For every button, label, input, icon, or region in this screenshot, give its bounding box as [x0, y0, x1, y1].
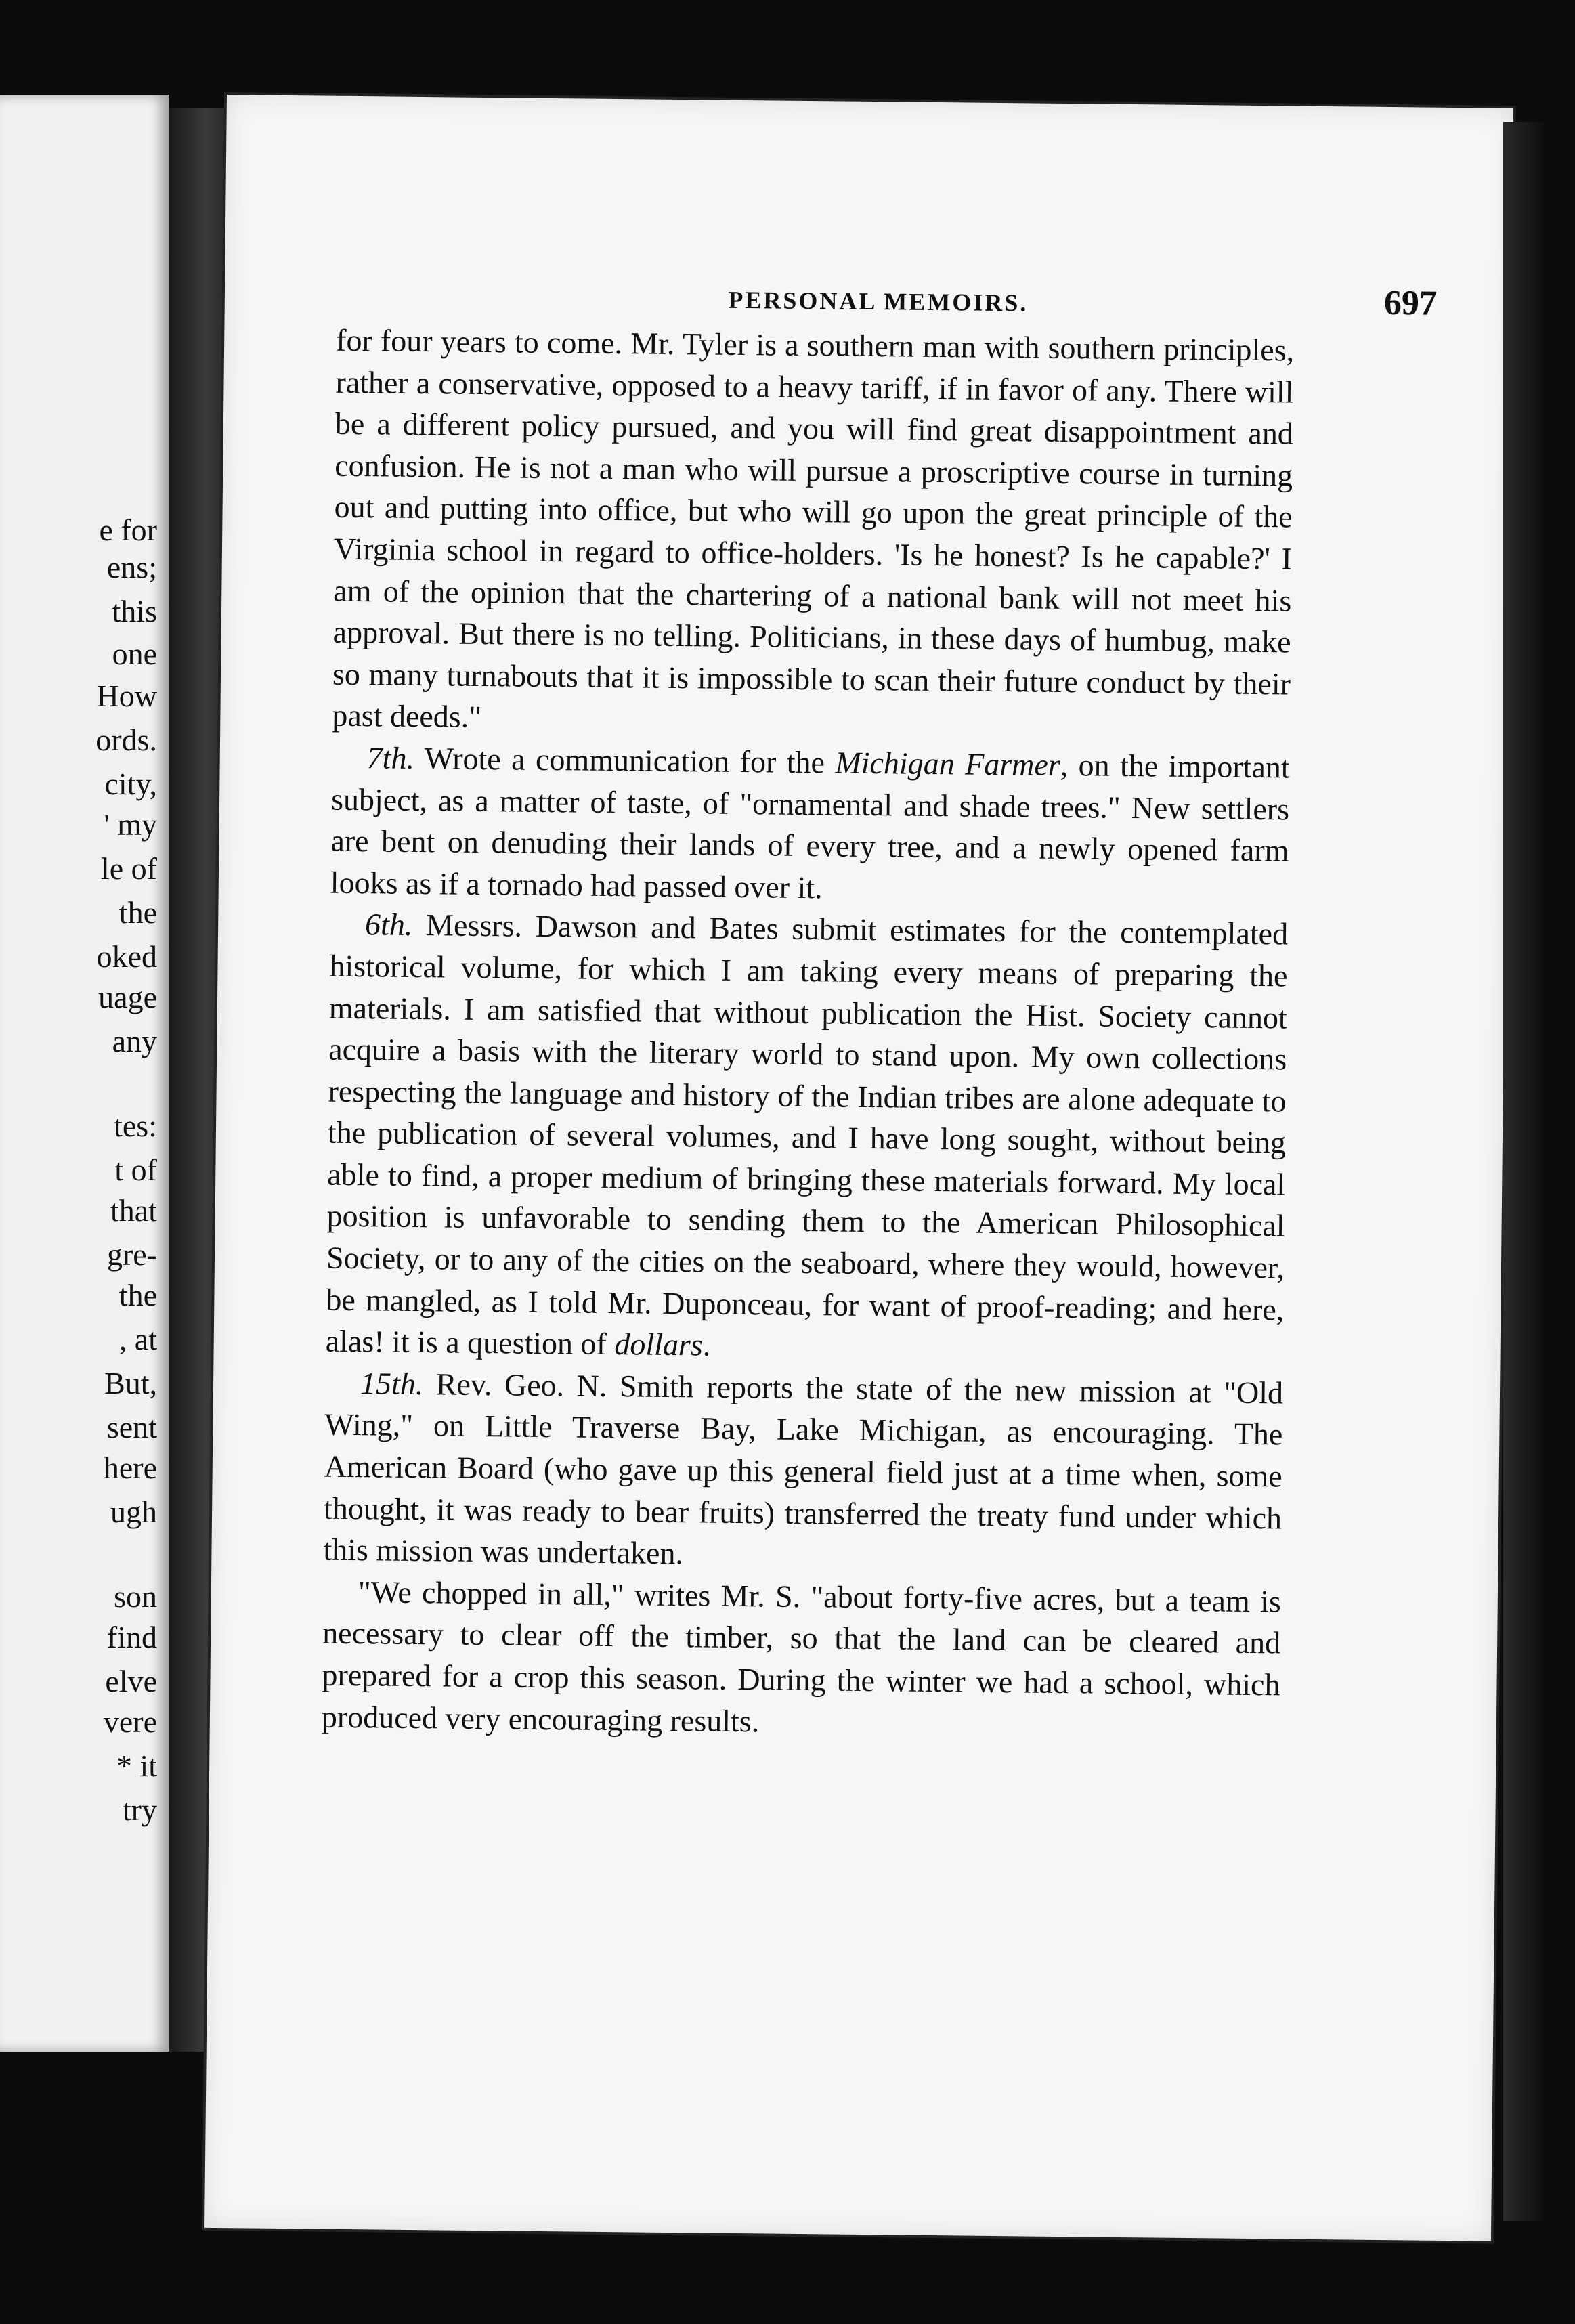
left-page-text-fragment: uage	[98, 980, 157, 1014]
left-page-text-fragment: city,	[104, 767, 157, 801]
paragraph	[332, 320, 1294, 747]
paragraph	[322, 1570, 1282, 1747]
left-page-text-fragment: vere	[103, 1704, 157, 1739]
left-page-text-fragment: son	[114, 1579, 157, 1614]
paragraph	[330, 737, 1291, 913]
entry-date: 7th.	[366, 740, 415, 775]
left-page-text-fragment: gre-	[106, 1237, 157, 1272]
text-run: for four years to come. Mr. Tyler is a southern man with southern principles, rather a conservative, opposed to a heavy tariff, if in favor of any. There will be a different policy pursued, and you will find great disappointment and confusion. He is not a man who will pursue a proscriptive course in turning out and putting into office, but who will go upon the great principle of the Virginia school in regard to office-holders. 'Is he honest? Is he capable?' I am of the opinion that the chartering of a national bank will not meet his approval. But there is no telling. Politicians, in these days of humbug, make so many turnabouts that it is impossible to scan their future conduct by their past deeds."	[332, 322, 1295, 735]
left-page-text-fragment: How	[96, 679, 157, 713]
left-page-text-fragment: , at	[118, 1322, 157, 1356]
paragraph	[325, 903, 1288, 1372]
left-facing-page	[0, 95, 169, 2052]
left-page-text-fragment: that	[110, 1193, 157, 1228]
entry-date: 6th.	[364, 907, 413, 943]
left-page-text-fragment: try	[122, 1792, 157, 1827]
left-page-text-fragment: any	[112, 1024, 157, 1058]
left-page-text-fragment: find	[106, 1620, 157, 1654]
left-page-text-fragment: ens;	[106, 550, 157, 584]
running-head: PERSONAL MEMOIRS.	[728, 286, 1029, 317]
left-page-text-fragment: t of	[114, 1153, 157, 1187]
text-run: .	[702, 1327, 711, 1362]
left-page-text-fragment: ' my	[104, 807, 157, 842]
text-run: Wrote a communication for the	[414, 740, 836, 780]
left-page-text-fragment: ugh	[110, 1494, 157, 1529]
text-run: Rev. Geo. N. Smith reports the state of the new mission at "Old Wing," on Little Traverse Bay, Lake Michigan, as encouraging. The American Board (who gave up this general field just at a time when, some thought, it was ready to bear fruits) transferred the treaty fund under which this mission was undertaken.	[323, 1366, 1284, 1571]
italic-text: dollars	[614, 1327, 704, 1362]
left-page-text-fragment: elve	[105, 1664, 157, 1698]
left-page-text-fragment: ords.	[95, 723, 157, 757]
page-number: 697	[1383, 283, 1438, 323]
paragraph	[323, 1362, 1283, 1580]
left-page-text-fragment: one	[112, 637, 157, 671]
italic-text: Michigan Farmer	[835, 745, 1061, 782]
left-page-text-fragment: oked	[96, 939, 157, 974]
left-page-text-fragment: But,	[104, 1366, 157, 1400]
left-page-text-fragment: this	[112, 594, 157, 628]
book-page	[204, 95, 1513, 2241]
page-body	[322, 320, 1295, 1748]
left-page-text-fragment: sent	[106, 1410, 157, 1444]
left-page-text-fragment: the	[118, 895, 157, 930]
left-page-text-fragment: * it	[116, 1748, 157, 1783]
left-page-text-fragment: e for	[99, 513, 157, 547]
left-page-text-fragment: the	[118, 1278, 157, 1312]
text-run: , on the important subject, as a matter of taste, of "ornamental and shade trees." New settlers are bent on denuding their lands of every tree, and a newly opened farm looks as if a tornado had passed over it.	[330, 747, 1290, 905]
left-page-text-fragment: tes:	[114, 1109, 157, 1143]
text-run: Messrs. Dawson and Bates submit estimates for the contemplated historical volume, for which I am taking every means of preparing the materials. I am satisfied that without publication the Hist. Society cannot acquire a basis with the literary world to stand upon. My own collections respecting the language and history of the Indian tribes are alone adequate to the publication of several volumes, and I have long sought, without being able to find, a proper medium of bringing these materials forward. My local position is unfavorable to sending them to the American Philosophical Society, or to any of the cities on the seaboard, where they would, however, be mangled, as I told Mr. Duponceau, for want of proof-reading; and here, alas! it is a question of	[325, 907, 1289, 1362]
page-edge-shadow	[1503, 122, 1544, 2221]
text-run: "We chopped in all," writes Mr. S. "about forty-five acres, but a team is necessary to clear off the timber, so that the land can be cleared and prepared for a crop this season. During the winter we had a school, which produced very encouraging results.	[321, 1574, 1282, 1738]
left-page-text-fragment: here	[103, 1450, 157, 1485]
left-page-text-fragment: le of	[100, 851, 157, 886]
entry-date: 15th.	[360, 1366, 424, 1401]
